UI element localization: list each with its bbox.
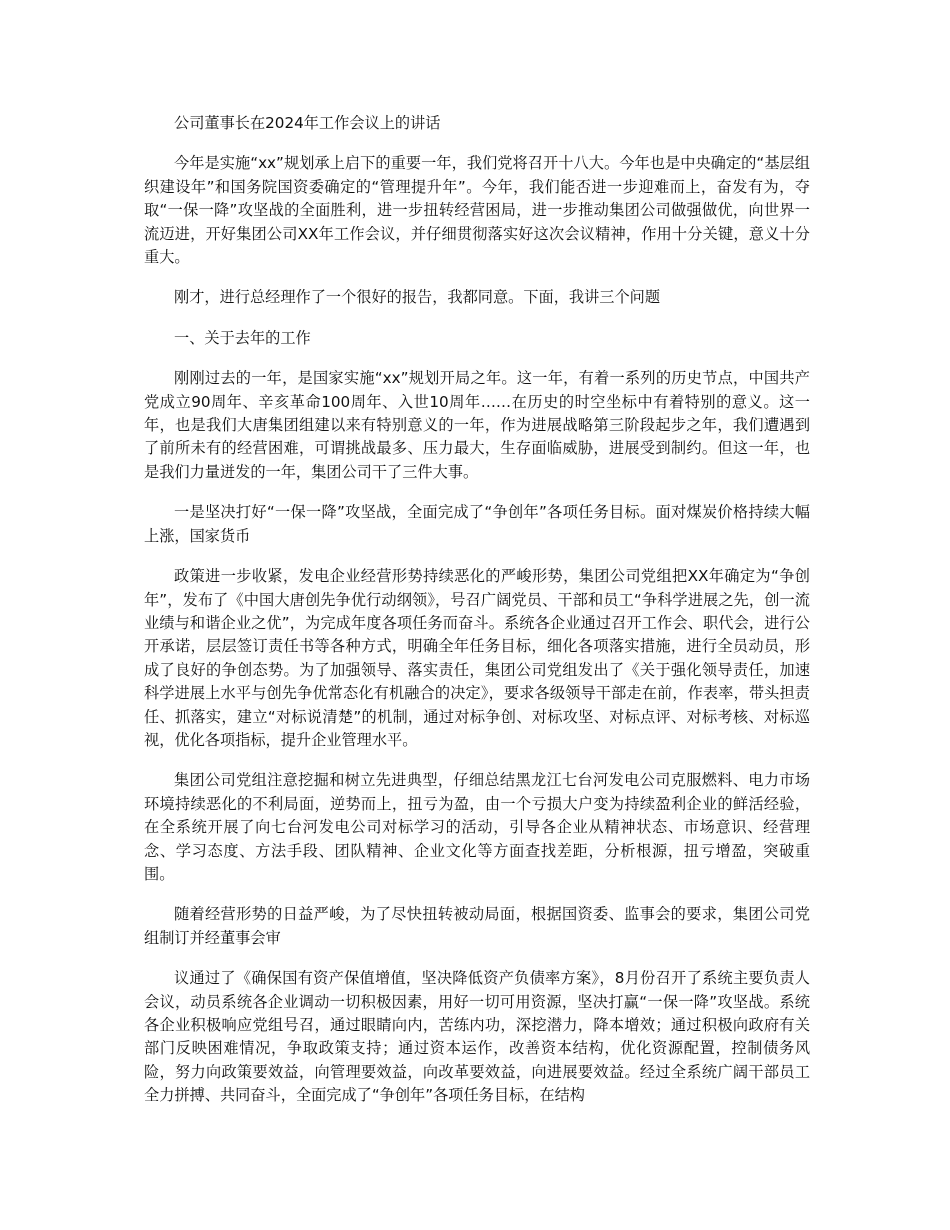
paragraph-intro: 今年是实施“xx”规划承上启下的重要一年，我们党将召开十八大。今年也是中央确定的“基层组织建设年”和国务院国资委确定的“管理提升年”。今年，我们能否进一步迎难而上，奋发有为，夺取“一保一降”攻坚战的全面胜利，进一步扭转经营困局，进一步推动集团公司做强做优，向世界一流迈进，开好集团公司XX年工作会议，并仔细贯彻落实好这次会议精神，作用十分关键，意义十分重大。 [144, 154, 810, 267]
section-heading-last-year: 一、关于去年的工作 [174, 328, 311, 347]
paragraph-first-major-task: 一是坚决打好“一保一降”攻坚战，全面完成了“争创年”各项任务目标。面对煤炭价格持续大幅上涨，国家货币 [144, 503, 810, 545]
paragraph-situation-response: 随着经营形势的日益严峻，为了尽快扭转被动局面，根据国资委、监事会的要求，集团公司党组制订并经董事会审 [144, 905, 810, 947]
paragraph-asset-plan: 议通过了《确保国有资产保值增值，坚决降低资产负债率方案》，8月份召开了系统主要负责人会议，动员系统各企业调动一切积极因素，用好一切可用资源，坚决打赢“一保一降”攻坚战。系统各企业积极响应党组号召，通过眼睛向内，苦练内功，深挖潜力，降本增效；通过积极向政府有关部门反映困难情况，争取政策支持；通过资本运作，改善资本结构，优化资源配置，控制债务风险，努力向政策要效益，向管理要效益，向改革要效益，向进展要效益。经过全系统广阔干部员工全力拼搏、共同奋斗，全面完成了“争创年”各项任务目标，在结构 [144, 969, 810, 1105]
document-title: 公司董事长在2024年工作会议上的讲话 [174, 114, 441, 132]
paragraph-policy-tightening: 政策进一步收紧，发电企业经营形势持续恶化的严峻形势，集团公司党组把XX年确定为“争创年”，发布了《中国大唐创先争优行动纲领》，号召广阔党员、干部和员工“争科学进展之先，创一流业绩与和谐企业之优”，为完成年度各项任务而奋斗。系统各企业通过召开工作会、职代会，进行公开承诺，层层签订责任书等各种方式，明确全年任务目标，细化各项落实措施，进行全员动员，形成了良好的争创态势。为了加强领导、落实责任，集团公司党组发出了《关于强化领导责任，加速科学进展上水平与创先争优常态化有机融合的决定》，要求各级领导干部走在前，作表率，带头担责任、抓落实，建立“对标说清楚”的机制，通过对标争创、对标攻坚、对标点评、对标考核、对标巡视，优化各项指标，提升企业管理水平。 [144, 567, 810, 749]
paragraph-last-year-overview: 刚刚过去的一年，是国家实施“xx”规划开局之年。这一年，有着一系列的历史节点，中国共产党成立90周年、辛亥革命100周年、入世10周年……在历史的时空坐标中有着特别的意义。这一年，也是我们大唐集团组建以来有特别意义的一年，作为进展战略第三阶段起步之年，我们遭遇到了前所未有的经营困难，可谓挑战最多、压力最大，生存面临威胁，进展受到制约。但这一年，也是我们力量迸发的一年，集团公司干了三件大事。 [144, 369, 810, 481]
paragraph-report-agreement: 刚才，进行总经理作了一个很好的报告，我都同意。下面，我讲三个问题 [174, 288, 660, 307]
paragraph-model-enterprise: 集团公司党组注意挖掘和树立先进典型，仔细总结黑龙江七台河发电公司克服燃料、电力市场环境持续恶化的不利局面，逆势而上，扭亏为盈，由一个亏损大户变为持续盈利企业的鲜活经验，在全系统开展了向七台河发电公司对标学习的活动，引导各企业从精神状态、市场意识、经营理念、学习态度、方法手段、团队精神、企业文化等方面查找差距，分析根源，扭亏增盈，突破重围。 [144, 771, 810, 883]
document-page [144, 112, 810, 1125]
